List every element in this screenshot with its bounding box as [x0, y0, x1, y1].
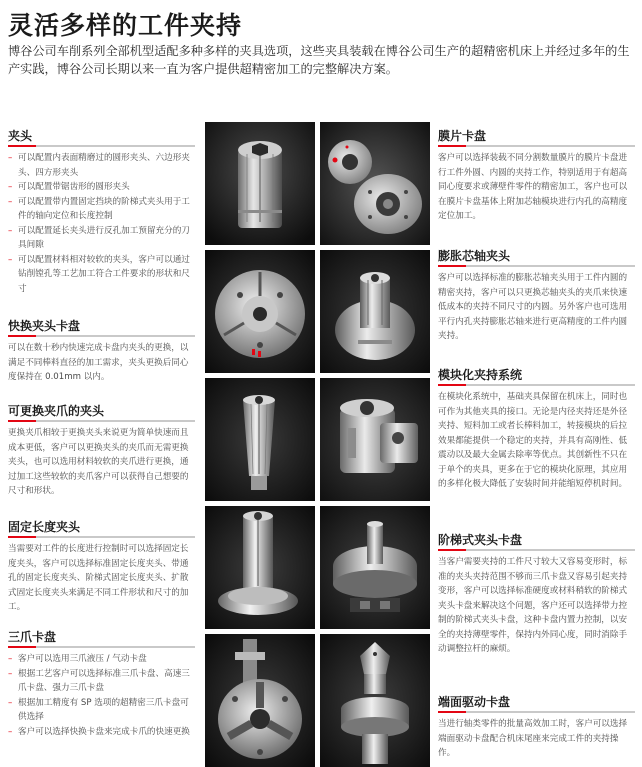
page-title: 灵活多样的工件夹持 [8, 11, 243, 40]
section-title: 阶梯式夹头卡盘 [438, 533, 523, 547]
list-item: – 可以配置材料相对较软的夹头，客户可以通过钻削镗孔等工艺加工符合工件要求的形状和尺寸 [8, 253, 195, 297]
photo-grid [205, 122, 430, 767]
section-text: 客户可以选择装载不同分割数量膜片的膜片卡盘进行工件外圆、内圆的夹持工作，特别适用于有超高同心度要求或薄壁件零件的精密加工，客户也可以在膜片卡盘基体上附加芯轴模块进行内孔的高精度定位加工。 [438, 153, 628, 221]
section-face-driver [438, 694, 635, 761]
section-rule [438, 711, 635, 713]
section-title: 可更换夹爪的夹头 [8, 404, 105, 418]
chuck-icon [205, 250, 315, 373]
list-item: – 客户可以选择快换卡盘来完成卡爪的快速更换 [8, 725, 195, 740]
section-rule [438, 265, 635, 267]
section-expanding-mandrel [438, 248, 635, 344]
diaphragm-chuck-photo [320, 122, 430, 245]
section-text: 当进行轴类零件的批量高效加工时，客户可以选择端面驱动卡盘配合机床尾座来完成工件的夹持操作。 [438, 719, 628, 758]
section-collet [8, 128, 195, 296]
expanding-mandrel-photo [320, 250, 430, 373]
section-rule [438, 549, 635, 551]
face-driver-photo [320, 634, 430, 767]
replaceable-jaw-collet-photo [205, 378, 315, 501]
list-item: – 可以配置延长夹头进行反孔加工预留充分的刀具间隙 [8, 224, 195, 253]
section-title: 三爪卡盘 [8, 630, 57, 644]
section-rule [8, 420, 195, 422]
list-item: – 可以配置带锯齿形的圆形夹头 [8, 180, 195, 195]
three-jaw-chuck-icon [205, 634, 315, 767]
section-rule [8, 646, 195, 648]
section-rule [8, 145, 195, 147]
intro-paragraph: 博谷公司车削系列全部机型适配多种多样的夹具选项，这些夹具装载在博谷公司生产的超精密机床上并经过多年的生产实践，博谷公司长期以来一直为客户提供超精密加工的完整解决方案。 [8, 44, 630, 76]
section-rule [8, 335, 195, 337]
section-rule [438, 145, 635, 147]
section-title: 膜片卡盘 [438, 129, 487, 143]
section-title: 快换夹头卡盘 [8, 319, 81, 333]
modular-system-photo [320, 378, 430, 501]
section-text: 当需要对工件的长度进行控制时可以选择固定长度夹头，客户可以选择标准固定长度夹头、带通孔的固定长度夹头、阶梯式固定长度夹头、扩散式固定长度夹头来满足不同工件形状和尺寸的加工。 [8, 544, 189, 612]
fixed-collet-icon [205, 506, 315, 629]
section-fixed-length-collet [8, 519, 195, 615]
section-title: 固定长度夹头 [8, 520, 81, 534]
section-three-jaw-chuck [8, 629, 195, 739]
bullet-list [8, 151, 195, 296]
section-title: 夹头 [8, 129, 33, 143]
collet-jaws-icon [205, 378, 315, 501]
step-chuck-icon [320, 506, 430, 629]
section-text: 更换夹爪相较于更换夹头来说更为简单快速而且成本更低，客户可以更换夹头的夹爪而无需更换夹头，也可以选用材料较软的夹爪进行更换，通过加工这些较软的夹爪客户可以获得自己想要的尺寸和形状。 [8, 428, 189, 496]
section-step-chuck [438, 532, 635, 657]
section-replaceable-jaw-collet [8, 403, 195, 499]
section-text: 客户可以选择标准的膨胀芯轴夹头用于工件内圆的精密夹持，客户可以只更换芯轴夹头的夹爪来快速低成本的夹持不同尺寸的内圆。另外客户也可选用平行内孔夹持膨胀芯轴来进行更高精度的工件内圆夹持。 [438, 273, 628, 341]
step-chuck-photo [320, 506, 430, 629]
list-item: – 可以配置带内置固定挡块的阶梯式夹头用于工件的轴向定位和长度控制 [8, 195, 195, 224]
section-modular-system [438, 367, 635, 492]
fixed-length-collet-photo [205, 506, 315, 629]
face-driver-icon [320, 634, 430, 767]
quick-change-chuck-photo [205, 250, 315, 373]
modular-clamp-icon [320, 378, 430, 501]
section-text: 在模块化系统中，基础夹具保留在机床上，同时也可作为其他夹具的接口。无论是内径夹持还是外径夹持、短料加工或者长棒料加工，转接模块的后拉效果都能提供一个稳定的夹持，并具有高刚性、低震动以及最大金属去除率等优点。其创新性不只在于单个的夹具，更多在于它的模块化原理，其应用的多样化极大降低了安装时间并能缩短停机时间。 [438, 392, 628, 489]
section-rule [8, 536, 195, 538]
mandrel-icon [320, 250, 430, 373]
section-quick-change-chuck [8, 318, 195, 385]
list-item: – 客户可以选用三爪液压 / 气动卡盘 [8, 652, 195, 667]
diaphragm-chuck-icon [320, 122, 430, 245]
list-item: – 可以配置内表面精磨过的圆形夹头、六边形夹头、四方形夹头 [8, 151, 195, 180]
section-text: 当客户需要夹持的工件尺寸较大又容易变形时，标准的夹头夹持范围不够而三爪卡盘又容易引起夹持变形，客户可以选择标准硬度或材料稍软的阶梯式夹头卡盘来解决这个问题，客户还可以选择带力控制的阶梯式夹头卡盘，这种卡盘内置力控制，以安全的夹持薄壁零件，保持内外同心度，同时消除手动调整拉杆的麻烦。 [438, 557, 628, 654]
collet-icon [205, 122, 315, 245]
section-title: 模块化夹持系统 [438, 368, 523, 382]
list-item: – 根据加工精度有 SP 选项的超精密三爪卡盘可供选择 [8, 696, 195, 725]
section-title: 端面驱动卡盘 [438, 695, 511, 709]
section-rule [438, 384, 635, 386]
bullet-list [8, 652, 195, 739]
list-item: – 根据工艺客户可以选择标准三爪卡盘、高速三爪卡盘、强力三爪卡盘 [8, 667, 195, 696]
three-jaw-chuck-photo [205, 634, 315, 767]
section-title: 膨胀芯轴夹头 [438, 249, 511, 263]
section-diaphragm-chuck [438, 128, 635, 224]
hex-collet-photo [205, 122, 315, 245]
section-text: 可以在数十秒内快速完成卡盘内夹头的更换，以满足不同棒料直径的加工需求，夹头更换后同心度保持在 0.01mm 以内。 [8, 343, 189, 382]
